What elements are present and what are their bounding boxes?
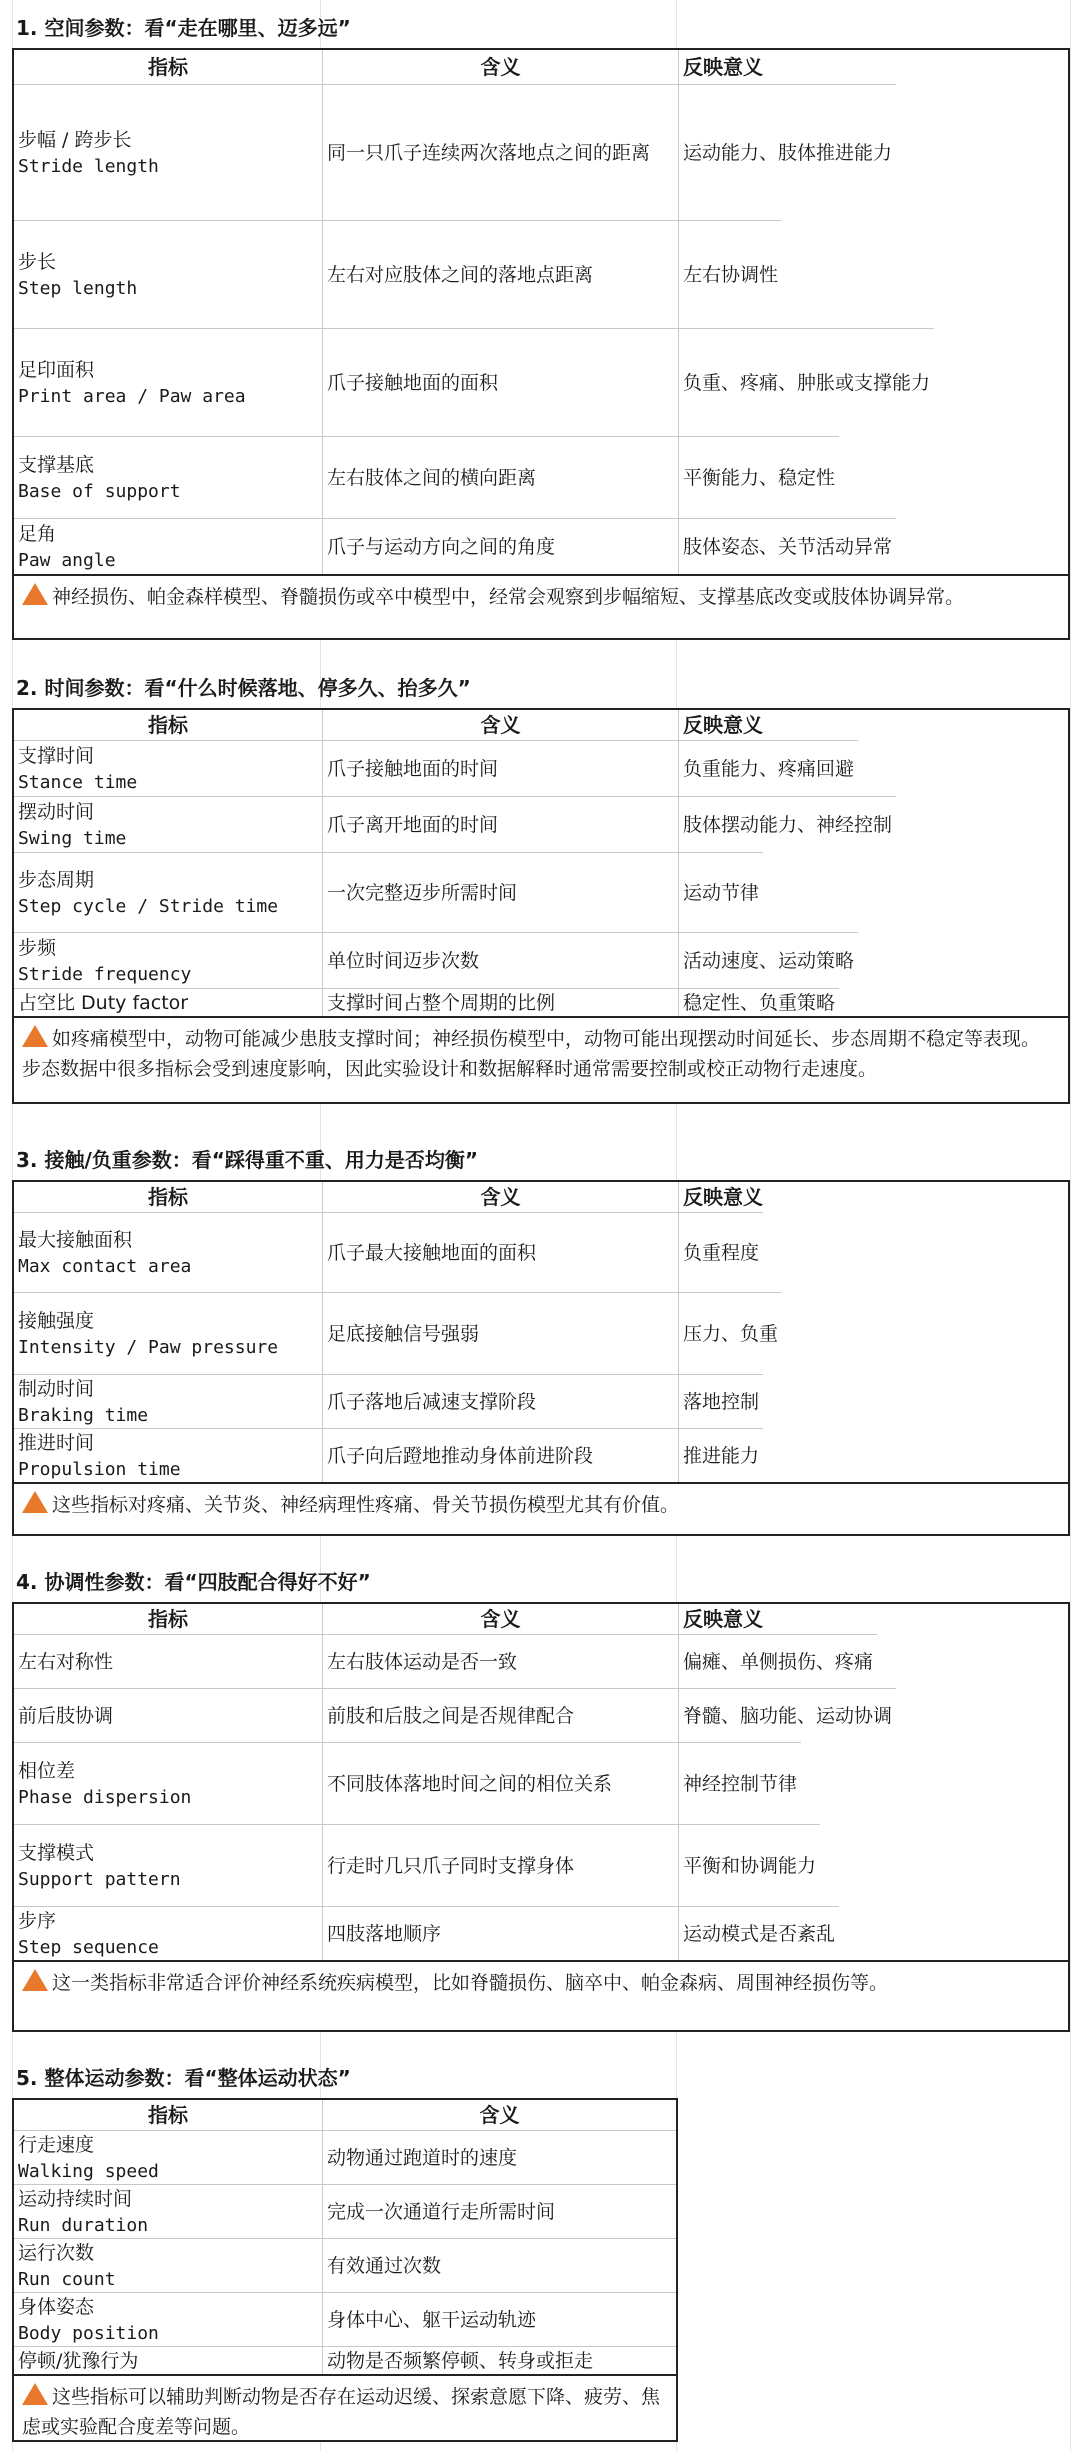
indicator-en: Support pattern (18, 1868, 181, 1890)
significance-cell: 运动模式是否紊乱 (678, 1907, 839, 1960)
significance-cell: 负重、疼痛、肿胀或支撑能力 (678, 329, 934, 436)
section-title: 3. 接触/负重参数：看“踩得重不重、用力是否均衡” (16, 1148, 479, 1172)
table-row (14, 1742, 801, 1824)
section-contact-params (12, 1140, 1070, 1536)
header-significance: 反映意义 (678, 1182, 767, 1212)
indicator-cell (14, 2293, 322, 2346)
indicator-en: Step cycle / Stride time (18, 895, 279, 917)
table-row (14, 988, 839, 1016)
note-text: 这一类指标非常适合评价神经系统疾病模型，比如脊髓损伤、脑卒中、帕金森病、周围神经损伤等。 (52, 1972, 889, 1994)
meaning-cell: 爪子最大接触地面的面积 (322, 1213, 678, 1292)
table-header-row (14, 50, 767, 84)
note-box (14, 1960, 1068, 2030)
significance-cell: 稳定性、负重策略 (678, 989, 839, 1016)
meaning-cell: 单位时间迈步次数 (322, 933, 678, 988)
meaning-cell: 爪子离开地面的时间 (322, 797, 678, 852)
table-header-row (14, 1182, 767, 1212)
table-row (14, 328, 934, 436)
meaning-cell: 爪子接触地面的时间 (322, 741, 678, 796)
indicator-cn: 最大接触面积 (18, 1228, 133, 1251)
table-header-row (14, 1604, 767, 1634)
indicator-cell (14, 519, 322, 574)
indicator-cell (14, 1907, 322, 1960)
indicator-en: Base of support (18, 480, 181, 502)
note-text: 这些指标可以辅助判断动物是否存在运动迟缓、探索意愿下降、疲劳、焦虑或实验配合度差等问题。 (22, 2386, 661, 2438)
header-meaning: 含义 (322, 1182, 678, 1212)
warning-triangle-icon (22, 1969, 48, 1991)
meaning-cell: 四肢落地顺序 (322, 1907, 678, 1960)
table-row (14, 220, 782, 328)
indicator-cell (14, 85, 322, 220)
significance-cell: 平衡和协调能力 (678, 1825, 820, 1906)
section-coordination-params (12, 1562, 1070, 2032)
indicator-en: Step sequence (18, 1936, 159, 1958)
meaning-cell: 动物是否频繁停顿、转身或拒走 (322, 2347, 676, 2374)
table-row (14, 2292, 676, 2346)
indicator-en: Max contact area (18, 1255, 192, 1277)
meaning-cell: 左右肢体之间的横向距离 (322, 437, 678, 518)
meaning-cell: 行走时几只爪子同时支撑身体 (322, 1825, 678, 1906)
meaning-cell: 左右对应肢体之间的落地点距离 (322, 221, 678, 328)
meaning-cell: 不同肢体落地时间之间的相位关系 (322, 1743, 678, 1824)
indicator-cell (14, 741, 322, 796)
indicator-cell (14, 1375, 322, 1428)
meaning-cell: 一次完整迈步所需时间 (322, 853, 678, 932)
indicator-cn: 支撑基底 (18, 453, 95, 476)
header-meaning: 含义 (322, 710, 678, 740)
indicator-cell (14, 437, 322, 518)
meaning-cell: 爪子与运动方向之间的角度 (322, 519, 678, 574)
indicator-en: Run duration (18, 2214, 149, 2236)
table-row (14, 1824, 820, 1906)
section-title: 4. 协调性参数：看“四肢配合得好不好” (16, 1570, 371, 1594)
significance-cell: 平衡能力、稳定性 (678, 437, 839, 518)
header-indicator: 指标 (148, 1607, 188, 1631)
meaning-cell: 足底接触信号强弱 (322, 1293, 678, 1374)
header-indicator: 指标 (148, 55, 188, 79)
indicator-cn: 支撑时间 (18, 744, 95, 767)
table-row (14, 2346, 676, 2374)
table-row (14, 436, 839, 518)
meaning-cell: 动物通过跑道时的速度 (322, 2131, 676, 2184)
indicator-cn: 足印面积 (18, 358, 95, 381)
header-meaning: 含义 (322, 50, 678, 84)
header-meaning: 含义 (322, 1604, 678, 1634)
indicator-cell (14, 1429, 322, 1482)
significance-cell: 活动速度、运动策略 (678, 933, 858, 988)
significance-cell: 负重程度 (678, 1213, 763, 1292)
indicator-en: Paw angle (18, 549, 116, 571)
indicator-cn: 前后肢协调 (18, 1704, 114, 1727)
warning-triangle-icon (22, 583, 48, 605)
params-table (12, 708, 1070, 1104)
indicator-cell (14, 1825, 322, 1906)
table-row (14, 1292, 782, 1374)
significance-cell: 运动能力、肢体推进能力 (678, 85, 896, 220)
indicator-cell (14, 1635, 322, 1688)
indicator-en: Intensity / Paw pressure (18, 1336, 279, 1358)
indicator-cn: 步频 (18, 936, 57, 959)
params-table (12, 1180, 1070, 1536)
indicator-cn: 足角 (18, 522, 57, 545)
indicator-en: Propulsion time (18, 1458, 181, 1480)
meaning-cell: 身体中心、躯干运动轨迹 (322, 2293, 676, 2346)
indicator-cell (14, 797, 322, 852)
significance-cell: 推进能力 (678, 1429, 763, 1482)
section-overall-params (12, 2058, 1070, 2442)
table-row (14, 1688, 896, 1742)
indicator-cn: 支撑模式 (18, 1841, 95, 1864)
indicator-cell (14, 1213, 322, 1292)
significance-cell: 负重能力、疼痛回避 (678, 741, 858, 796)
section-title: 1. 空间参数：看“走在哪里、迈多远” (16, 16, 351, 40)
grid-line (1070, 0, 1071, 2451)
indicator-en: Step length (18, 277, 138, 299)
indicator-cn: 左右对称性 (18, 1650, 114, 1673)
significance-cell: 运动节律 (678, 853, 763, 932)
indicator-cn: 步长 (18, 250, 57, 273)
table-row (14, 1374, 763, 1428)
indicator-cn: 步幅 / 跨步长 (18, 128, 132, 151)
section-title: 5. 整体运动参数：看“整体运动状态” (16, 2066, 351, 2090)
table-row (14, 1634, 877, 1688)
indicator-cell (14, 2239, 322, 2292)
indicator-en: Swing time (18, 827, 127, 849)
meaning-cell: 左右肢体运动是否一致 (322, 1635, 678, 1688)
indicator-cell (14, 853, 322, 932)
table-row (14, 518, 896, 574)
header-significance: 反映意义 (678, 710, 767, 740)
table-header-row (14, 2100, 676, 2130)
table-row (14, 932, 858, 988)
table-row (14, 1906, 839, 1960)
params-table (12, 48, 1070, 640)
indicator-cell (14, 1293, 322, 1374)
indicator-cn: 接触强度 (18, 1309, 95, 1332)
indicator-cn: 推进时间 (18, 1431, 95, 1454)
header-indicator: 指标 (148, 1185, 188, 1209)
indicator-en: Body position (18, 2322, 159, 2344)
header-meaning: 含义 (322, 2100, 676, 2130)
meaning-cell: 完成一次通道行走所需时间 (322, 2185, 676, 2238)
note-box (14, 2374, 676, 2440)
header-indicator: 指标 (148, 2103, 188, 2127)
note-text: 这些指标对疼痛、关节炎、神经病理性疼痛、骨关节损伤模型尤其有价值。 (52, 1494, 680, 1516)
indicator-en: Stride length (18, 155, 159, 177)
meaning-cell: 有效通过次数 (322, 2239, 676, 2292)
indicator-cell (14, 2347, 322, 2374)
indicator-cn: 制动时间 (18, 1377, 95, 1400)
meaning-cell: 支撑时间占整个周期的比例 (322, 989, 678, 1016)
significance-cell: 左右协调性 (678, 221, 782, 328)
indicator-en: Stance time (18, 771, 138, 793)
table-row (14, 1428, 763, 1482)
indicator-en: Run count (18, 2268, 116, 2290)
indicator-cn: 摆动时间 (18, 800, 95, 823)
indicator-en: Stride frequency (18, 963, 192, 985)
table-row (14, 796, 896, 852)
indicator-cn: 步序 (18, 1909, 57, 1932)
warning-triangle-icon (22, 1491, 48, 1513)
indicator-cn: 运行次数 (18, 2241, 95, 2264)
indicator-en: Walking speed (18, 2160, 159, 2182)
indicator-cell (14, 933, 322, 988)
section-spatial-params (12, 8, 1070, 640)
note-text: 如疼痛模型中，动物可能减少患肢支撑时间；神经损伤模型中，动物可能出现摆动时间延长、步态周期不稳定等表现。步态数据中很多指标会受到速度影响，因此实验设计和数据解释时通常需要控制或校正动物行走速度。 (22, 1028, 1041, 1080)
table-row (14, 2184, 676, 2238)
warning-triangle-icon (22, 1025, 48, 1047)
indicator-en: Print area / Paw area (18, 385, 246, 407)
note-box (14, 574, 1068, 638)
warning-triangle-icon (22, 2383, 48, 2405)
indicator-cn: 运动持续时间 (18, 2187, 133, 2210)
indicator-cn: 相位差 (18, 1759, 76, 1782)
table-row (14, 2238, 676, 2292)
table-header-row (14, 710, 767, 740)
significance-cell: 脊髓、脑功能、运动协调 (678, 1689, 896, 1742)
indicator-cn: 停顿/犹豫行为 (18, 2349, 139, 2372)
significance-cell: 偏瘫、单侧损伤、疼痛 (678, 1635, 877, 1688)
significance-cell: 落地控制 (678, 1375, 763, 1428)
significance-cell: 肢体姿态、关节活动异常 (678, 519, 896, 574)
header-significance: 反映意义 (678, 1604, 767, 1634)
section-title: 2. 时间参数：看“什么时候落地、停多久、抬多久” (16, 676, 471, 700)
significance-cell: 神经控制节律 (678, 1743, 801, 1824)
header-indicator: 指标 (148, 713, 188, 737)
indicator-en: Braking time (18, 1404, 149, 1426)
indicator-cell (14, 989, 322, 1016)
table-row (14, 1212, 763, 1292)
params-table (12, 2098, 678, 2442)
meaning-cell: 爪子落地后减速支撑阶段 (322, 1375, 678, 1428)
indicator-cell (14, 1689, 322, 1742)
indicator-cell (14, 2185, 322, 2238)
table-row (14, 2130, 676, 2184)
meaning-cell: 前肢和后肢之间是否规律配合 (322, 1689, 678, 1742)
indicator-cell (14, 329, 322, 436)
meaning-cell: 爪子接触地面的面积 (322, 329, 678, 436)
meaning-cell: 同一只爪子连续两次落地点之间的距离 (322, 85, 678, 220)
params-table (12, 1602, 1070, 2032)
indicator-cn: 身体姿态 (18, 2295, 95, 2318)
header-significance: 反映意义 (678, 50, 767, 84)
indicator-cn: 步态周期 (18, 868, 95, 891)
indicator-en: Phase dispersion (18, 1786, 192, 1808)
table-row (14, 740, 858, 796)
indicator-cell (14, 221, 322, 328)
note-box (14, 1016, 1068, 1102)
indicator-cn: 占空比 Duty factor (18, 991, 189, 1014)
note-box (14, 1482, 1068, 1534)
table-row (14, 852, 763, 932)
note-text: 神经损伤、帕金森样模型、脊髓损伤或卒中模型中，经常会观察到步幅缩短、支撑基底改变或肢体协调异常。 (52, 586, 965, 608)
significance-cell: 压力、负重 (678, 1293, 782, 1374)
table-row (14, 84, 896, 220)
significance-cell: 肢体摆动能力、神经控制 (678, 797, 896, 852)
indicator-cn: 行走速度 (18, 2133, 95, 2156)
section-temporal-params (12, 668, 1070, 1104)
indicator-cell (14, 2131, 322, 2184)
meaning-cell: 爪子向后蹬地推动身体前进阶段 (322, 1429, 678, 1482)
indicator-cell (14, 1743, 322, 1824)
